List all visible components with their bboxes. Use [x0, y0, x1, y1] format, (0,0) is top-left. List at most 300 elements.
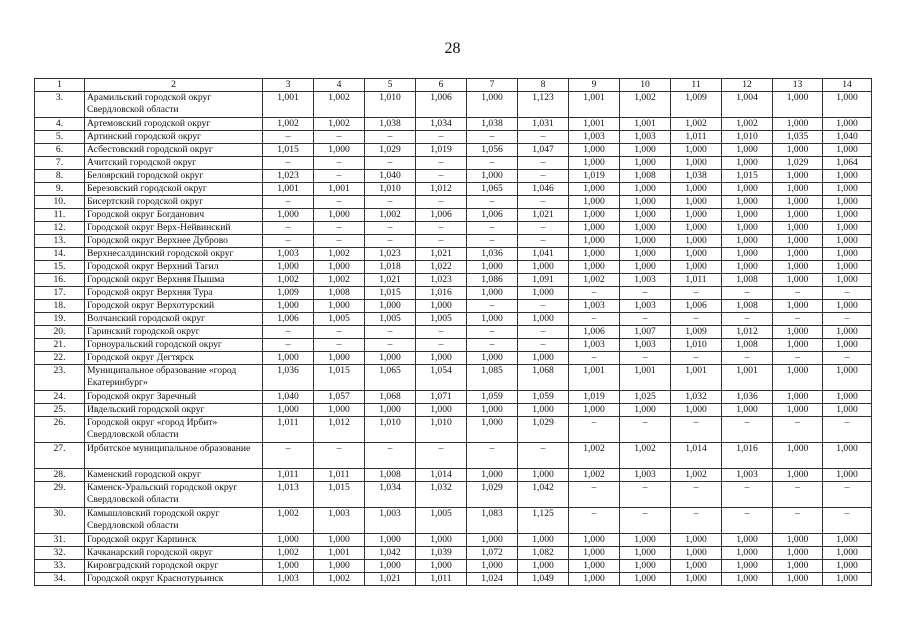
coefficient-cell: 1,000 — [569, 404, 620, 417]
coefficient-cell: 1,000 — [620, 248, 671, 261]
coefficient-cell: 1,065 — [365, 365, 416, 391]
coefficient-cell: 1,000 — [671, 209, 722, 222]
row-number: 29. — [35, 482, 85, 508]
coefficient-cell: – — [518, 339, 569, 352]
coefficient-cell: 1,000 — [263, 560, 314, 573]
coefficient-cell: 1,007 — [620, 326, 671, 339]
coefficient-cell: 1,059 — [518, 391, 569, 404]
coefficient-cell: 1,000 — [773, 547, 823, 560]
coefficient-cell: 1,000 — [773, 469, 823, 482]
coefficient-cell: – — [467, 131, 518, 144]
coefficient-cell: 1,000 — [314, 261, 365, 274]
coefficient-cell: 1,021 — [365, 573, 416, 586]
coefficient-cell: 1,006 — [416, 92, 467, 118]
coefficient-cell: 1,000 — [620, 560, 671, 573]
coefficient-cell: – — [722, 508, 773, 534]
coefficient-cell: 1,000 — [518, 534, 569, 547]
coefficient-cell: 1,008 — [722, 300, 773, 313]
coefficient-cell: 1,042 — [518, 482, 569, 508]
coefficient-cell: 1,008 — [620, 170, 671, 183]
coefficient-cell: – — [671, 482, 722, 508]
municipality-name: Белоярский городской округ — [85, 170, 263, 183]
coefficient-cell: 1,000 — [773, 326, 823, 339]
row-number: 9. — [35, 183, 85, 196]
coefficient-cell: – — [569, 352, 620, 365]
coefficient-cell: – — [467, 196, 518, 209]
coefficient-cell: 1,001 — [314, 547, 365, 560]
row-number: 11. — [35, 209, 85, 222]
coefficient-cell: 1,000 — [773, 92, 823, 118]
coefficient-cell: 1,012 — [314, 417, 365, 443]
coefficient-cell: 1,000 — [773, 560, 823, 573]
coefficient-cell: 1,000 — [823, 222, 872, 235]
municipality-name: Городской округ Верхотурский — [85, 300, 263, 313]
coefficient-cell: 1,000 — [823, 170, 872, 183]
row-number: 20. — [35, 326, 85, 339]
coefficient-cell: 1,023 — [263, 170, 314, 183]
coefficient-cell: 1,011 — [671, 131, 722, 144]
row-number: 6. — [35, 144, 85, 157]
coefficient-cell: 1,000 — [722, 560, 773, 573]
row-number: 22. — [35, 352, 85, 365]
coefficient-cell: 1,000 — [314, 352, 365, 365]
column-header: 4 — [314, 79, 365, 92]
row-number: 10. — [35, 196, 85, 209]
coefficient-cell: 1,000 — [569, 209, 620, 222]
coefficient-cell: 1,000 — [823, 404, 872, 417]
coefficient-cell: 1,000 — [773, 118, 823, 131]
coefficient-cell: 1,002 — [314, 274, 365, 287]
coefficient-cell: 1,010 — [416, 417, 467, 443]
coefficient-cell: 1,000 — [773, 534, 823, 547]
coefficient-cell: 1,000 — [569, 144, 620, 157]
coefficient-cell: 1,000 — [671, 573, 722, 586]
coefficient-cell: 1,034 — [365, 482, 416, 508]
coefficient-cell: 1,000 — [823, 248, 872, 261]
coefficient-cell: 1,010 — [365, 183, 416, 196]
coefficient-cell: – — [569, 313, 620, 326]
row-number: 32. — [35, 547, 85, 560]
coefficient-cell: – — [569, 287, 620, 300]
coefficient-cell: 1,000 — [773, 404, 823, 417]
coefficient-cell: 1,000 — [569, 560, 620, 573]
coefficient-cell: – — [314, 443, 365, 469]
coefficient-cell: – — [773, 352, 823, 365]
coefficient-cell: 1,000 — [620, 209, 671, 222]
coefficient-cell: 1,001 — [671, 365, 722, 391]
column-header: 2 — [85, 79, 263, 92]
column-header: 13 — [773, 79, 823, 92]
coefficient-cell: 1,072 — [467, 547, 518, 560]
coefficient-cell: 1,000 — [467, 417, 518, 443]
coefficient-cell: – — [823, 508, 872, 534]
coefficient-cell: 1,006 — [416, 209, 467, 222]
municipality-name: Артемовский городской округ — [85, 118, 263, 131]
municipality-name: Асбестовский городской округ — [85, 144, 263, 157]
coefficient-cell: 1,000 — [569, 248, 620, 261]
table-row — [35, 235, 872, 248]
municipality-name: Городской округ Карпинск — [85, 534, 263, 547]
coefficient-cell: 1,000 — [518, 352, 569, 365]
coefficient-cell: 1,000 — [773, 222, 823, 235]
coefficient-cell: 1,040 — [263, 391, 314, 404]
coefficient-cell: 1,000 — [263, 404, 314, 417]
coefficient-cell: 1,000 — [671, 534, 722, 547]
coefficient-cell: 1,006 — [671, 300, 722, 313]
coefficient-cell: 1,000 — [365, 560, 416, 573]
coefficient-cell: – — [569, 508, 620, 534]
coefficient-cell: 1,023 — [365, 248, 416, 261]
municipality-name: Горноуральский городской округ — [85, 339, 263, 352]
coefficient-cell: 1,000 — [569, 573, 620, 586]
coefficient-cell: 1,000 — [620, 235, 671, 248]
coefficient-cell: 1,000 — [823, 391, 872, 404]
municipality-name: Городской округ «город Ирбит» Свердловской области — [85, 417, 263, 443]
coefficient-cell: 1,000 — [620, 196, 671, 209]
coefficient-cell: 1,005 — [314, 313, 365, 326]
coefficient-cell: 1,001 — [569, 118, 620, 131]
coefficient-cell: 1,064 — [823, 157, 872, 170]
coefficient-cell: 1,009 — [671, 326, 722, 339]
coefficient-cell: – — [823, 417, 872, 443]
coefficient-cell: 1,000 — [569, 222, 620, 235]
table-row — [35, 391, 872, 404]
coefficient-cell: – — [518, 235, 569, 248]
coefficient-cell: 1,083 — [467, 508, 518, 534]
coefficient-cell: 1,068 — [365, 391, 416, 404]
coefficient-cell: 1,047 — [518, 144, 569, 157]
table-row — [35, 92, 872, 118]
coefficient-cell: 1,003 — [620, 469, 671, 482]
table-row — [35, 118, 872, 131]
row-number: 24. — [35, 391, 85, 404]
row-number: 26. — [35, 417, 85, 443]
coefficient-cell: 1,010 — [671, 339, 722, 352]
coefficient-cell: 1,000 — [823, 235, 872, 248]
municipality-name: Ачитский городской округ — [85, 157, 263, 170]
municipality-name: Волчанский городской округ — [85, 313, 263, 326]
coefficient-cell: 1,000 — [518, 261, 569, 274]
coefficient-cell: 1,036 — [263, 365, 314, 391]
coefficient-cell: 1,000 — [569, 196, 620, 209]
coefficient-cell: – — [416, 339, 467, 352]
coefficient-cell: 1,000 — [671, 235, 722, 248]
coefficient-cell: 1,091 — [518, 274, 569, 287]
column-header: 6 — [416, 79, 467, 92]
coefficient-cell: – — [823, 287, 872, 300]
coefficient-cell: – — [416, 326, 467, 339]
municipality-name: Бисертский городской округ — [85, 196, 263, 209]
coefficient-cell: 1,002 — [263, 274, 314, 287]
column-header: 8 — [518, 79, 569, 92]
coefficient-cell: 1,000 — [518, 404, 569, 417]
coefficient-cell: 1,082 — [518, 547, 569, 560]
coefficient-cell: – — [416, 131, 467, 144]
coefficient-cell: 1,016 — [722, 443, 773, 469]
coefficient-cell: – — [467, 300, 518, 313]
coefficient-cell: 1,002 — [569, 469, 620, 482]
table-row — [35, 144, 872, 157]
coefficient-cell: 1,000 — [823, 209, 872, 222]
coefficient-cell: 1,015 — [722, 170, 773, 183]
coefficient-cell: 1,000 — [823, 274, 872, 287]
row-number: 33. — [35, 560, 85, 573]
municipality-name: Городской округ Верх-Нейвинский — [85, 222, 263, 235]
coefficient-cell: 1,003 — [569, 300, 620, 313]
coefficient-cell: 1,003 — [620, 300, 671, 313]
coefficients-table — [34, 78, 872, 586]
coefficient-cell: 1,003 — [263, 248, 314, 261]
coefficient-cell: 1,021 — [416, 248, 467, 261]
municipality-name: Каменский городской округ — [85, 469, 263, 482]
table-row — [35, 313, 872, 326]
coefficient-cell: 1,038 — [365, 118, 416, 131]
coefficient-cell: 1,014 — [416, 469, 467, 482]
coefficient-cell: – — [671, 287, 722, 300]
table-row — [35, 209, 872, 222]
municipality-name: Городской округ Заречный — [85, 391, 263, 404]
coefficient-cell: – — [314, 222, 365, 235]
coefficient-cell: 1,029 — [467, 482, 518, 508]
coefficient-cell: 1,000 — [518, 560, 569, 573]
coefficient-cell: 1,011 — [263, 417, 314, 443]
coefficient-cell: 1,000 — [722, 209, 773, 222]
row-number: 19. — [35, 313, 85, 326]
coefficient-cell: 1,001 — [263, 183, 314, 196]
table-row — [35, 300, 872, 313]
column-header: 1 — [35, 79, 85, 92]
table-row — [35, 261, 872, 274]
coefficient-cell: 1,000 — [416, 534, 467, 547]
coefficient-cell: 1,029 — [518, 417, 569, 443]
coefficient-cell: 1,000 — [467, 313, 518, 326]
table-row — [35, 196, 872, 209]
coefficient-cell: 1,000 — [416, 404, 467, 417]
coefficient-cell: – — [671, 508, 722, 534]
coefficient-cell: 1,000 — [569, 534, 620, 547]
coefficient-cell: 1,002 — [671, 118, 722, 131]
coefficient-cell: – — [314, 131, 365, 144]
table-row — [35, 417, 872, 443]
coefficient-cell: – — [823, 313, 872, 326]
coefficient-cell: – — [569, 482, 620, 508]
coefficient-cell: 1,000 — [773, 235, 823, 248]
coefficient-cell: 1,000 — [773, 339, 823, 352]
coefficient-cell: 1,000 — [823, 183, 872, 196]
coefficient-cell: – — [314, 326, 365, 339]
row-number: 14. — [35, 248, 85, 261]
coefficient-cell: 1,000 — [722, 261, 773, 274]
coefficient-cell: 1,000 — [314, 300, 365, 313]
coefficient-cell: 1,032 — [416, 482, 467, 508]
coefficient-cell: 1,000 — [823, 560, 872, 573]
table-row — [35, 482, 872, 508]
coefficient-cell: 1,071 — [416, 391, 467, 404]
row-number: 13. — [35, 235, 85, 248]
coefficient-cell: 1,025 — [620, 391, 671, 404]
municipality-name: Арамильский городской округ Свердловской области — [85, 92, 263, 118]
coefficient-cell: 1,040 — [365, 170, 416, 183]
coefficient-cell: – — [467, 222, 518, 235]
row-number: 16. — [35, 274, 85, 287]
column-header: 10 — [620, 79, 671, 92]
row-number: 31. — [35, 534, 85, 547]
coefficient-cell: – — [671, 313, 722, 326]
table-row — [35, 287, 872, 300]
coefficient-cell: 1,019 — [416, 144, 467, 157]
coefficient-cell: – — [416, 222, 467, 235]
coefficient-cell: – — [263, 443, 314, 469]
coefficient-cell: 1,000 — [518, 469, 569, 482]
coefficient-cell: 1,000 — [823, 339, 872, 352]
coefficient-cell: – — [722, 287, 773, 300]
table-row — [35, 326, 872, 339]
row-number: 4. — [35, 118, 85, 131]
coefficient-cell: 1,085 — [467, 365, 518, 391]
coefficient-cell: 1,000 — [467, 534, 518, 547]
coefficient-cell: – — [365, 222, 416, 235]
coefficient-cell: – — [518, 326, 569, 339]
coefficient-cell: – — [416, 157, 467, 170]
coefficient-cell: 1,006 — [569, 326, 620, 339]
coefficient-cell: 1,054 — [416, 365, 467, 391]
table-header-row — [35, 79, 872, 92]
coefficient-cell: 1,000 — [467, 404, 518, 417]
coefficient-cell: 1,011 — [671, 274, 722, 287]
coefficient-cell: – — [569, 417, 620, 443]
coefficient-cell: – — [314, 196, 365, 209]
coefficient-cell: – — [263, 131, 314, 144]
coefficient-cell: – — [671, 417, 722, 443]
coefficient-cell: 1,000 — [773, 209, 823, 222]
coefficient-cell: 1,002 — [263, 508, 314, 534]
coefficient-cell: 1,000 — [263, 352, 314, 365]
coefficient-cell: 1,000 — [671, 183, 722, 196]
table-row — [35, 534, 872, 547]
coefficient-cell: 1,001 — [620, 118, 671, 131]
coefficient-cell: 1,000 — [823, 196, 872, 209]
coefficient-cell: 1,000 — [823, 534, 872, 547]
row-number: 34. — [35, 573, 85, 586]
coefficient-cell: 1,000 — [467, 287, 518, 300]
coefficient-cell: 1,000 — [314, 534, 365, 547]
coefficient-cell: 1,000 — [773, 300, 823, 313]
coefficient-cell: – — [467, 157, 518, 170]
coefficient-cell: 1,002 — [620, 443, 671, 469]
column-header: 14 — [823, 79, 872, 92]
coefficient-cell: 1,000 — [722, 573, 773, 586]
coefficient-cell: – — [722, 417, 773, 443]
coefficient-cell: 1,001 — [722, 365, 773, 391]
coefficient-cell: 1,041 — [518, 248, 569, 261]
coefficient-cell: – — [416, 196, 467, 209]
coefficient-cell: 1,002 — [569, 443, 620, 469]
table-row — [35, 339, 872, 352]
coefficient-cell: 1,056 — [467, 144, 518, 157]
coefficient-cell: 1,000 — [773, 183, 823, 196]
coefficient-cell: 1,125 — [518, 508, 569, 534]
coefficient-cell: 1,000 — [823, 573, 872, 586]
column-header: 5 — [365, 79, 416, 92]
coefficient-cell: 1,000 — [773, 391, 823, 404]
coefficient-cell: 1,000 — [518, 287, 569, 300]
municipality-name: Городской округ Верхняя Тура — [85, 287, 263, 300]
coefficient-cell: 1,019 — [569, 391, 620, 404]
coefficient-cell: 1,059 — [467, 391, 518, 404]
coefficient-cell: 1,015 — [263, 144, 314, 157]
coefficient-cell: 1,001 — [314, 183, 365, 196]
row-number: 17. — [35, 287, 85, 300]
coefficient-cell: 1,000 — [263, 300, 314, 313]
municipality-name: Гаринский городской округ — [85, 326, 263, 339]
table-row — [35, 560, 872, 573]
coefficient-cell: 1,000 — [671, 547, 722, 560]
coefficient-cell: – — [823, 352, 872, 365]
coefficient-cell: – — [620, 287, 671, 300]
coefficient-cell: – — [416, 170, 467, 183]
coefficient-cell: 1,000 — [671, 261, 722, 274]
row-number: 5. — [35, 131, 85, 144]
row-number: 30. — [35, 508, 85, 534]
coefficient-cell: 1,000 — [722, 235, 773, 248]
coefficient-cell: 1,003 — [620, 339, 671, 352]
coefficient-cell: – — [518, 170, 569, 183]
coefficient-cell: – — [314, 235, 365, 248]
coefficient-cell: 1,000 — [671, 157, 722, 170]
coefficient-cell: – — [467, 235, 518, 248]
coefficient-cell: 1,000 — [467, 352, 518, 365]
coefficient-cell: – — [620, 417, 671, 443]
coefficient-cell: 1,001 — [569, 365, 620, 391]
coefficient-cell: 1,000 — [671, 144, 722, 157]
municipality-name: Ивдельский городской округ — [85, 404, 263, 417]
coefficient-cell: 1,012 — [416, 183, 467, 196]
coefficient-cell: 1,015 — [365, 287, 416, 300]
coefficient-cell: 1,000 — [773, 365, 823, 391]
coefficient-cell: – — [416, 235, 467, 248]
coefficient-cell: 1,002 — [314, 573, 365, 586]
coefficient-cell: 1,018 — [365, 261, 416, 274]
coefficient-cell: 1,000 — [467, 261, 518, 274]
coefficient-cell: 1,012 — [722, 326, 773, 339]
coefficient-cell: 1,000 — [416, 300, 467, 313]
coefficient-cell: 1,000 — [365, 404, 416, 417]
municipality-name: Качканарский городской округ — [85, 547, 263, 560]
coefficient-cell: 1,008 — [722, 339, 773, 352]
coefficient-cell: – — [773, 313, 823, 326]
coefficient-cell: 1,065 — [467, 183, 518, 196]
coefficient-cell: – — [620, 352, 671, 365]
table-row — [35, 222, 872, 235]
coefficient-cell: 1,035 — [773, 131, 823, 144]
coefficient-cell: 1,000 — [671, 248, 722, 261]
coefficient-cell: 1,000 — [671, 560, 722, 573]
coefficient-cell: 1,000 — [773, 274, 823, 287]
coefficient-cell: 1,002 — [263, 547, 314, 560]
coefficient-cell: 1,000 — [773, 261, 823, 274]
coefficient-cell: 1,036 — [467, 248, 518, 261]
coefficient-cell: 1,123 — [518, 92, 569, 118]
coefficient-cell: 1,000 — [823, 300, 872, 313]
coefficient-cell: – — [365, 131, 416, 144]
row-number: 7. — [35, 157, 85, 170]
table-row — [35, 404, 872, 417]
coefficient-cell: 1,015 — [314, 482, 365, 508]
row-number: 23. — [35, 365, 85, 391]
municipality-name: Каменск-Уральский городской округ Свердловской области — [85, 482, 263, 508]
coefficient-cell: 1,039 — [416, 547, 467, 560]
coefficient-cell: – — [518, 443, 569, 469]
